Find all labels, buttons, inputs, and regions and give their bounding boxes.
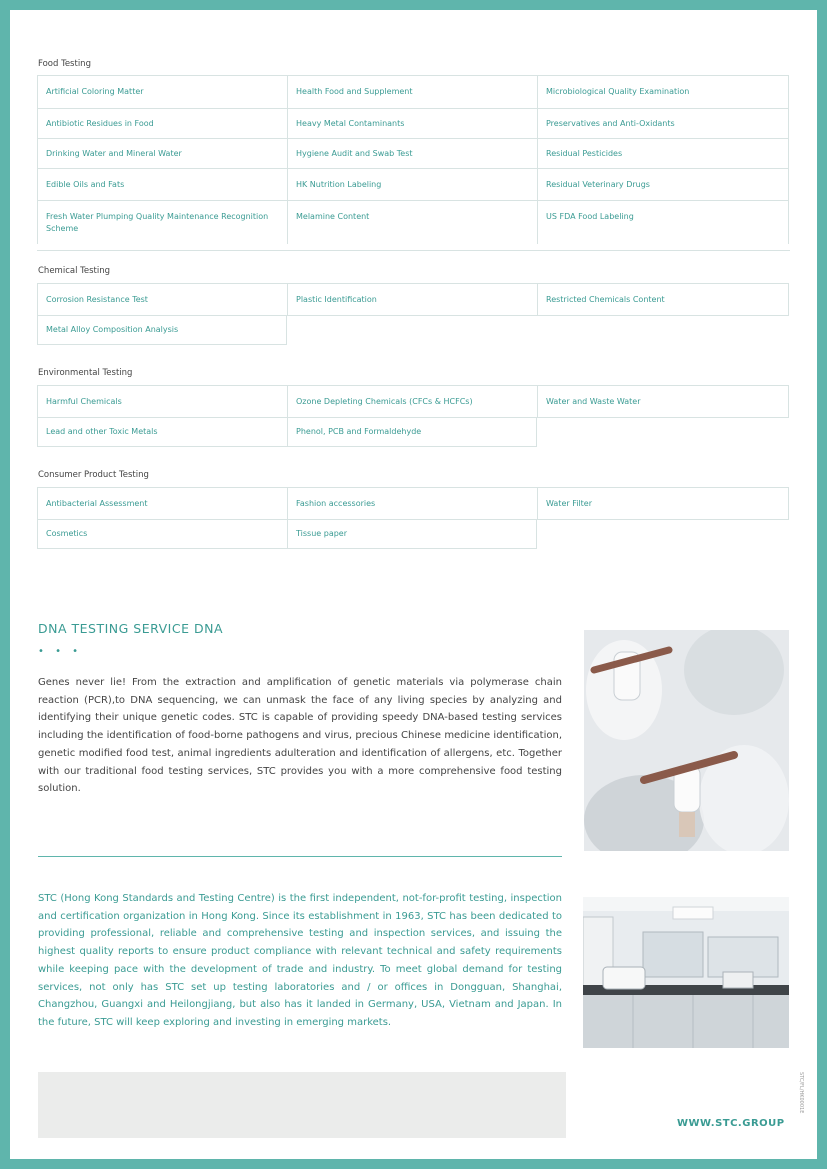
- table-cell: Microbiological Quality Examination: [537, 75, 789, 108]
- environmental-testing-grid: [37, 385, 790, 447]
- table-cell-empty: [537, 315, 789, 345]
- table-cell: US FDA Food Labeling: [537, 200, 789, 244]
- table-cell: Drinking Water and Mineral Water: [37, 138, 287, 168]
- table-row: [37, 417, 790, 447]
- table-cell-empty: [537, 519, 789, 549]
- table-cell: Heavy Metal Contaminants: [287, 108, 537, 138]
- laboratory-photo: [583, 897, 789, 1048]
- table-row: [37, 168, 790, 200]
- table-row: [37, 200, 790, 244]
- table-row: [37, 108, 790, 138]
- table-cell: Melamine Content: [287, 200, 537, 244]
- table-cell: Phenol, PCB and Formaldehyde: [287, 417, 537, 447]
- food-grid-bottom-line: [37, 244, 790, 251]
- table-cell: HK Nutrition Labeling: [287, 168, 537, 200]
- section-divider: [38, 856, 562, 857]
- table-cell: Fresh Water Plumping Quality Maintenance Recognition Scheme: [37, 200, 287, 244]
- table-row: [37, 385, 790, 417]
- about-stc-text: STC (Hong Kong Standards and Testing Centre) is the first independent, not-for-profit testing, inspection and certification organization in Hong Kong. Since its establishment in 1963, STC has been dedicated to providing professional, reliable and comprehensive testing and inspection services, and issuing the highest quality reports to ensure product compliance with relevant technical and safety requirements while keeping pace with the development of trade and industry. To meet global demand for testing services, not only has STC set up testing laboratories and / or offices in Dongguan, Shanghai, Changzhou, Guangxi and Heilongjiang, but also has it landed in Germany, USA, Vietnam and Japan. In the future, STC will keep exploring and investing in emerging markets.: [38, 893, 562, 1028]
- dna-section-title: DNA TESTING SERVICE DNA: [38, 621, 223, 636]
- table-cell: Restricted Chemicals Content: [537, 283, 789, 315]
- table-cell: Antibacterial Assessment: [37, 487, 287, 519]
- table-cell: Ozone Depleting Chemicals (CFCs & HCFCs): [287, 385, 537, 417]
- laboratory-illustration: [583, 897, 789, 1048]
- environmental-testing-title: Environmental Testing: [38, 368, 133, 378]
- brochure-page: [10, 10, 817, 1159]
- table-cell: Health Food and Supplement: [287, 75, 537, 108]
- table-cell: Residual Veterinary Drugs: [537, 168, 789, 200]
- chemical-testing-grid: [37, 283, 790, 345]
- website-url[interactable]: WWW.STC.GROUP: [677, 1118, 785, 1129]
- decorative-dots: • • •: [38, 646, 83, 657]
- table-cell-empty: [537, 417, 789, 447]
- lab-glassware-photo: [584, 630, 789, 851]
- table-row: [37, 138, 790, 168]
- table-cell: Water Filter: [537, 487, 789, 519]
- consumer-testing-grid: [37, 487, 790, 549]
- table-row: [37, 487, 790, 519]
- dna-description: Genes never lie! From the extraction and amplification of genetic materials via polymerase chain reaction (PCR),to DNA sequencing, we can unmask the face of any living species by analyzing and identifying their unique genetic codes. STC is capable of providing speedy DNA-based testing services including the identification of food-borne pathogens and virus, precious Chinese medicine identification, genetic modified food test, animal ingredients adulteration and identification of allergens, etc. Together with our traditional food testing services, STC provides you with a more comprehensive food testing solution.: [38, 677, 562, 795]
- consumer-testing-title: Consumer Product Testing: [38, 470, 149, 480]
- table-cell: Tissue paper: [287, 519, 537, 549]
- table-row: [37, 75, 790, 108]
- table-cell: Residual Pesticides: [537, 138, 789, 168]
- food-testing-grid: [37, 75, 790, 251]
- table-cell: Artificial Coloring Matter: [37, 75, 287, 108]
- footer-grey-panel: [38, 1072, 566, 1138]
- table-cell: Cosmetics: [37, 519, 287, 549]
- table-cell: Preservatives and Anti-Oxidants: [537, 108, 789, 138]
- chemical-testing-title: Chemical Testing: [38, 266, 111, 276]
- glassware-illustration: [584, 630, 789, 851]
- table-cell: Antibiotic Residues in Food: [37, 108, 287, 138]
- table-cell: Metal Alloy Composition Analysis: [37, 315, 287, 345]
- table-cell: Plastic Identification: [287, 283, 537, 315]
- table-cell: Water and Waste Water: [537, 385, 789, 417]
- table-cell: Corrosion Resistance Test: [37, 283, 287, 315]
- table-cell: Hygiene Audit and Swab Test: [287, 138, 537, 168]
- table-row: [37, 315, 790, 345]
- food-testing-title: Food Testing: [38, 59, 91, 69]
- table-cell: Edible Oils and Fats: [37, 168, 287, 200]
- table-cell-empty: [287, 315, 537, 345]
- table-row: [37, 519, 790, 549]
- table-row: [37, 283, 790, 315]
- table-cell: Fashion accessories: [287, 487, 537, 519]
- table-cell: Lead and other Toxic Metals: [37, 417, 287, 447]
- table-cell: Harmful Chemicals: [37, 385, 287, 417]
- document-code: STC/FL/HK0001E: [798, 1072, 804, 1114]
